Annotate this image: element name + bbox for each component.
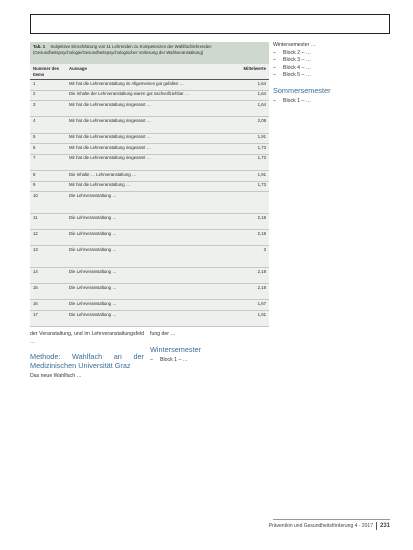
item-mean [242,193,266,213]
item-number: 6 [33,144,36,150]
table-caption-text: Subjektive Einschätzung von 11 Lehrenden zu Kompetenzen der Wahlfachlehrenden (Gesundheitspsychologie/Gesundheitspsychologischer Vorlesung der Wahlveranstaltung) [33,44,212,55]
item-mean: 1,64 [257,101,266,107]
table-row [30,300,269,311]
item-statement: Mir hat die Lehrveranstaltung insgesamt … [69,117,151,123]
item-statement: Die Lehrveranstaltung … [69,246,117,252]
table-row [30,246,269,268]
left-text-column [30,331,144,381]
list-dash: – [150,356,153,363]
list-item [273,57,390,65]
list-item [273,50,390,58]
table-row [30,268,269,284]
table-row [30,117,269,133]
item-mean: 2,18 [257,230,266,236]
column-header-statement: Aussage [69,66,87,71]
column-header-number: Nummer des Items [33,66,60,77]
table-row [30,214,269,230]
item-mean: 1,73 [257,155,266,161]
item-number: 3 [33,101,36,107]
list-item [150,357,264,365]
table-row [30,230,269,246]
item-mean: 2,18 [257,268,266,274]
item-number: 8 [33,171,36,177]
table-label: Tab. 1 [33,44,46,49]
list-item-text: Block 1 – … [160,356,188,363]
item-statement: Die Lehrveranstaltung … [69,284,117,290]
item-number: 10 [33,192,38,198]
section-heading-summer: Sommersemester [273,85,331,95]
item-statement: Die Lehrveranstaltung … [69,192,117,198]
section-heading-winter: Wintersemester [150,344,202,354]
item-mean: 1,91 [257,311,266,317]
item-statement: Die Lehrveranstaltung … [69,214,117,220]
list-item [273,72,390,80]
item-statement: Die Lehrveranstaltung … [69,230,117,236]
item-number: 1 [33,80,36,86]
right-text-column [273,42,390,105]
item-statement: Mir hat die Lehrveranstaltung im Allgemeinen gut gefallen … [69,80,184,86]
block-list [273,50,390,80]
table-row [30,91,269,102]
item-number: 13 [33,246,38,252]
item-number: 12 [33,230,38,236]
table-row [30,155,269,171]
item-number: 11 [33,214,38,220]
item-statement: Mir hat die Lehrveranstaltung … [69,182,131,188]
table-body [30,80,269,327]
item-mean: 1,64 [257,80,266,86]
table-row [30,101,269,117]
item-statement: Die Inhalte … Lehrveranstaltung … [69,171,137,177]
table-row [30,171,269,182]
list-dash: – [273,49,276,56]
item-number: 15 [33,284,38,290]
item-mean: 1,73 [257,144,266,150]
table-row [30,311,269,327]
item-statement: Die Lehrveranstaltung … [69,268,117,274]
page-footer [258,522,390,534]
table-row [30,134,269,145]
item-mean: 1,64 [257,91,266,97]
middle-text-column [150,331,264,364]
item-mean: 2,09 [257,117,266,123]
list-item-text: Block 2 – … [283,49,311,56]
item-number: 14 [33,268,38,274]
table-row [30,144,269,155]
item-number: 16 [33,301,38,307]
item-statement: Mir hat die Lehrveranstaltung insgesamt … [69,155,151,161]
item-mean: 3 [263,246,266,252]
journal-name: Prävention und Gesundheitsförderung 4 · 2017 [268,523,373,529]
header-frame [30,14,390,34]
paragraph: der Veranstaltung, und im Lehrveranstaltungsfeld … [30,331,144,345]
item-statement: Mir hat die Lehrveranstaltung insgesamt … [69,101,151,107]
list-item-text: Block 1 – … [283,97,311,104]
item-statement: Mir hat die Lehrveranstaltung insgesamt … [69,134,151,140]
item-number: 2 [33,91,36,97]
table-1 [30,42,269,327]
paragraph: Wintersemester … [273,42,316,48]
list-item [273,98,390,106]
item-number: 9 [33,182,36,188]
section-heading-method: Methode: Wahlfach an der Medizinischen Universität Graz [30,352,144,370]
list-dash: – [273,72,276,78]
item-number: 17 [33,311,38,317]
list-item-text: Block 3 – … [283,57,311,63]
item-mean: 1,73 [257,182,266,188]
item-mean: 1,91 [257,134,266,140]
table-row [30,80,269,91]
item-statement: Die Inhalte der Lehrveranstaltung waren gut nachvollziehbar … [69,91,190,97]
page-number: 231 [376,522,390,530]
item-mean: 1,91 [257,171,266,177]
list-dash: – [273,64,276,71]
item-number: 4 [33,117,36,123]
table-row [30,284,269,300]
item-mean: 2,18 [257,214,266,220]
column-header-mean: Mittelwerte [243,66,266,71]
item-number: 7 [33,155,36,161]
item-statement: Die Lehrveranstaltung … [69,301,117,307]
table-row [30,182,269,193]
item-number: 5 [33,134,36,140]
list-dash: – [273,97,276,104]
list-dash: – [273,57,276,63]
list-item-text: Block 4 – … [283,64,311,71]
item-statement: Die Lehrveranstaltung … [69,311,117,317]
paragraph: fung der … [150,331,176,337]
item-mean: 2,18 [257,284,266,290]
table-caption [30,42,269,64]
table-header-row [30,64,269,80]
paragraph: Das neue Wahlfach … [30,373,82,379]
table-row [30,192,269,214]
footer-rule [273,519,390,520]
list-item [273,65,390,73]
item-mean: 1,67 [257,301,266,307]
item-statement: Mir hat die Lehrveranstaltung insgesamt … [69,144,151,150]
list-item-text: Block 5 – … [283,72,311,78]
